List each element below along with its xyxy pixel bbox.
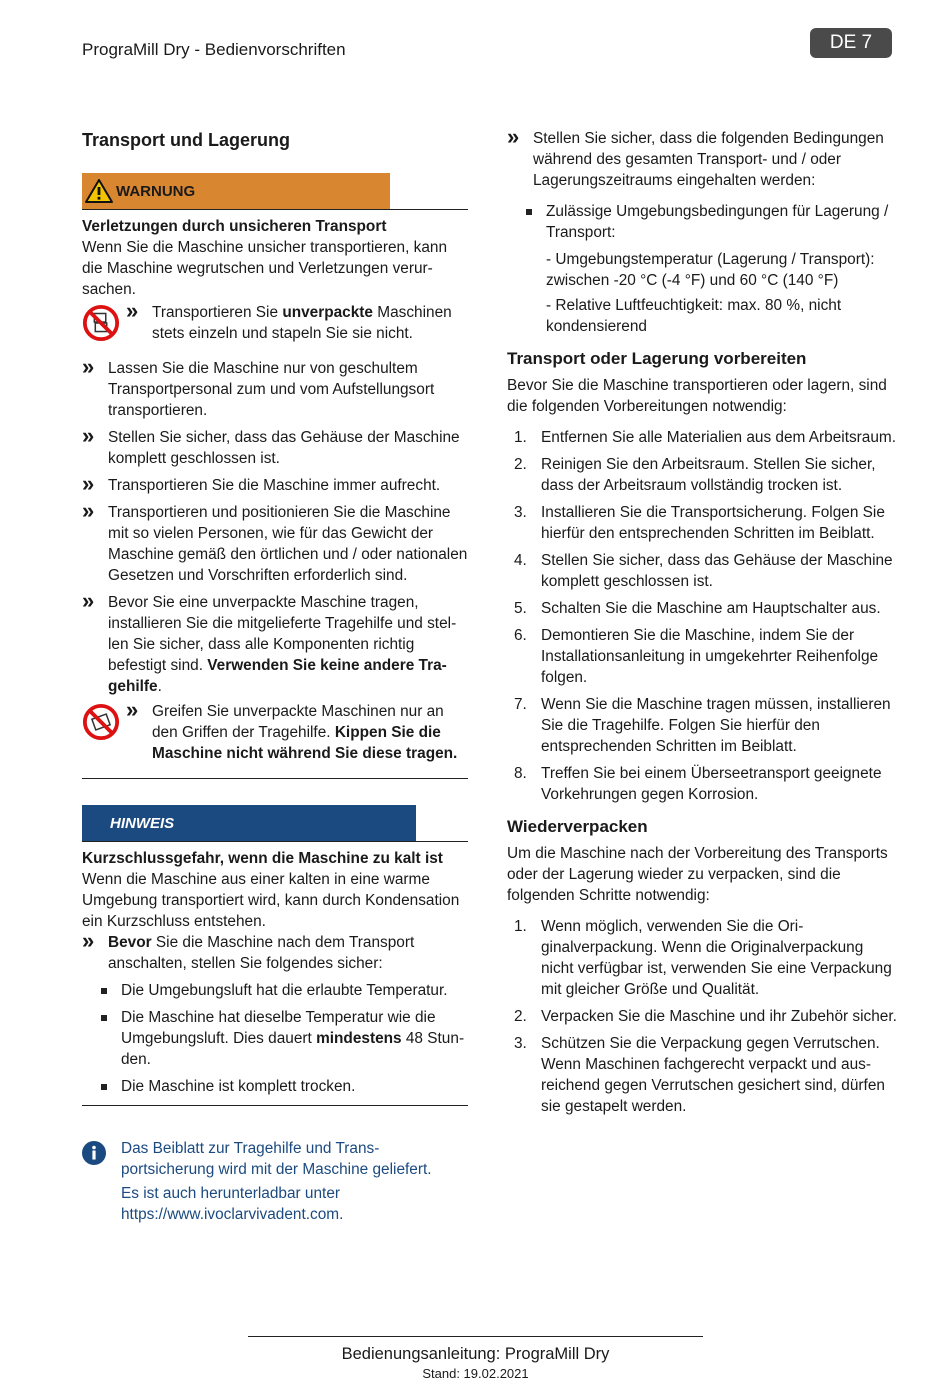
no-tilting-prohibition-icon [82, 703, 120, 741]
step-text: Installieren Sie die Transportsicherung. Folgen Sie hierfür den entsprechenden Schritten im Beiblatt. [541, 504, 885, 542]
bullet-marker [101, 988, 107, 994]
note-item-text: Sie die Maschine nach dem Transport anschalten, stellen Sie folgendes sicher: [108, 934, 415, 972]
step-number: 7. [514, 696, 527, 713]
condition-humidity: - Relative Luftfeuchtigkeit: max. 80 %, nicht kondensierend [546, 297, 842, 335]
step-text: Treffen Sie bei einem Überseetransport geeignete Vorkehrungen gegen Korrosion. [541, 765, 882, 803]
warning-icon-item-1 [82, 298, 468, 344]
section-heading-transport: Transport und Lagerung [82, 130, 291, 150]
repack-step [507, 1006, 899, 1027]
icon-item-1-text: Transportieren Sie [152, 304, 283, 321]
prepare-step [507, 427, 899, 448]
note-bullet-3 [82, 1076, 468, 1097]
bullet-marker [101, 1084, 107, 1090]
note-bullet-2-after: 48 Stunden. [121, 1030, 465, 1068]
note-label: HINWEIS [110, 814, 175, 832]
info-box [82, 1138, 468, 1225]
note-title: Kurzschlussgefahr, wenn die Maschine zu kalt ist [82, 850, 443, 867]
warning-item-4 [82, 498, 468, 586]
prepare-step [507, 598, 899, 619]
left-column [82, 128, 468, 1225]
note-bullet-3-text: Die Maschine ist komplett trocken. [121, 1078, 356, 1095]
step-text: Entfernen Sie alle Materialien aus dem Arbeitsraum. [541, 429, 897, 446]
warning-label: WARNUNG [116, 182, 196, 200]
prepare-steps-list [507, 427, 899, 805]
prepare-step [507, 550, 899, 592]
note-item [82, 928, 468, 974]
step-number: 4. [514, 552, 527, 569]
right-column [507, 124, 899, 1123]
bullet-marker [101, 1015, 107, 1021]
icon-item-2-bold: Kippen Sie die Maschine nicht während Sie diese tragen. [152, 724, 458, 762]
conditions-item [507, 124, 899, 191]
step-text: Verpacken Sie die Maschine und ihr Zubehör sicher. [541, 1008, 897, 1025]
prepare-step [507, 502, 899, 544]
step-number: 1. [514, 918, 527, 935]
step-number: 5. [514, 600, 527, 617]
footer-rule [248, 1336, 703, 1337]
step-text: Reinigen Sie den Arbeitsraum. Stellen Sie sicher, dass der Arbeitsraum vollständig trocken ist. [541, 456, 876, 494]
warning-item-2 [82, 423, 468, 469]
warning-text: Wenn Sie die Maschine unsicher transportieren, kann die Maschine wegrutschen und Verletzungen verursachen. [82, 239, 448, 298]
step-text: Stellen Sie sicher, dass das Gehäuse der Maschine komplett geschlossen ist. [541, 552, 893, 590]
note-bullet-2 [82, 1007, 468, 1070]
warning-item-2-text: Stellen Sie sicher, dass das Gehäuse der Maschine komplett geschlossen ist. [108, 429, 460, 467]
repack-intro: Um die Maschine nach der Vorbereitung des Transports oder der Lagerung wieder zu verpacken, sind die folgenden Schritte notwendig: [507, 845, 888, 904]
prepare-step [507, 454, 899, 496]
prepare-step [507, 625, 899, 688]
repack-step [507, 916, 899, 1000]
footer-date: Stand: 19.02.2021 [422, 1366, 529, 1381]
warning-item-5 [82, 588, 468, 697]
header-title: PrograMill Dry - Bedienvorschriften [82, 40, 346, 59]
conditions-bullet [507, 201, 899, 337]
warning-item-1-text: Lassen Sie die Maschine nur von geschultem Transportpersonal zum und vom Aufstellungsort transportieren. [108, 360, 435, 419]
repack-step [507, 1033, 899, 1117]
step-text: Demontieren Sie die Maschine, indem Sie der Installationsanleitung in umgekehrter Reihenfolge folgen. [541, 627, 879, 686]
note-item-bold: Bevor [108, 934, 152, 951]
condition-temperature: - Umgebungstemperatur (Lagerung / Transport): zwischen -20 °C (-4 °F) und 60 °C (140 °F) [546, 251, 875, 289]
step-number: 3. [514, 1035, 527, 1052]
section-heading-repack: Wiederverpacken [507, 817, 648, 836]
raquo-marker: » [126, 298, 139, 323]
info-text-2: Es ist auch herunterladbar unter https://www.ivoclarvivadent.com. [121, 1185, 344, 1223]
warning-item-3 [82, 471, 468, 496]
bullet-marker [526, 209, 532, 215]
conditions-item-text: Stellen Sie sicher, dass die folgenden Bedingungen während des gesamten Transport- und / oder Lagerungszeitraums eingehalten werden: [533, 130, 884, 189]
warning-item-5-bold: Verwenden Sie keine andere Tragehilfe [108, 657, 447, 695]
step-number: 8. [514, 765, 527, 782]
raquo-marker: » [82, 928, 95, 953]
footer-title: Bedienungsanleitung: PrograMill Dry [341, 1345, 610, 1363]
prepare-step [507, 763, 899, 805]
raquo-marker: » [82, 471, 95, 496]
step-number: 6. [514, 627, 527, 644]
page-number-badge: DE 7 [810, 28, 892, 58]
raquo-marker: » [82, 588, 95, 613]
step-text: Schützen Sie die Verpackung gegen Verrutschen. Wenn Maschinen fachgerecht verpackt und ausreichend gegen Verrutschen gesichert sind, dürfen sie gestapelt werden. [541, 1035, 885, 1115]
repack-steps-list [507, 916, 899, 1117]
raquo-marker: » [507, 124, 520, 149]
warning-item-1 [82, 354, 468, 421]
icon-item-1-after: Maschinen stets einzeln und stapeln Sie sie nicht. [152, 304, 452, 342]
step-text: Schalten Sie die Maschine am Hauptschalter aus. [541, 600, 881, 617]
step-text: Wenn möglich, verwenden Sie die Originalverpackung. Wenn die Originalverpackung nicht verfügbar ist, verwenden Sie eine Verpackung mit gleicher Größe und Qualität. [541, 918, 892, 998]
prepare-step [507, 694, 899, 757]
note-text: Wenn die Maschine aus einer kalten in eine warme Umgebung transportiert wird, kann durch Kondensation ein Kurzschluss entstehen. [82, 871, 460, 930]
section-heading-prepare: Transport oder Lagerung vorbereiten [507, 349, 807, 368]
info-text-1: Das Beiblatt zur Tragehilfe und Transportsicherung wird mit der Maschine geliefert. [121, 1140, 432, 1178]
raquo-marker: » [82, 354, 95, 379]
no-stacking-prohibition-icon [82, 304, 120, 342]
note-bullet-1 [82, 980, 468, 1001]
note-banner [82, 805, 416, 841]
warning-item-5-text: Bevor Sie eine unverpackte Maschine tragen, installieren Sie die mitgelieferte Tragehilfe und stellen Sie sicher, dass alle Komponenten richtig befestigt sind. [108, 594, 457, 674]
warning-item-5-after: . [157, 678, 162, 695]
raquo-marker: » [82, 498, 95, 523]
warning-title: Verletzungen durch unsicheren Transport [82, 218, 387, 235]
step-number: 2. [514, 456, 527, 473]
raquo-marker: » [82, 423, 95, 448]
step-number: 2. [514, 1008, 527, 1025]
icon-item-2-text: Greifen Sie unverpackte Maschinen nur an den Griffen der Tragehilfe. [152, 703, 444, 741]
warning-item-4-text: Transportieren und positionieren Sie die Maschine mit so vielen Personen, wie für das Gewicht der Maschine gemäß den örtlichen und / oder nationalen Gesetzen und Vorschriften erforderlich sind. [108, 504, 468, 584]
step-number: 1. [514, 429, 527, 446]
prepare-intro: Bevor Sie die Maschine transportieren oder lagern, sind die folgenden Vorbereitungen notwendig: [507, 377, 887, 415]
warning-banner [82, 173, 390, 209]
conditions-bullet-text: Zulässige Umgebungsbedingungen für Lagerung / Transport: [546, 203, 889, 241]
note-bullet-1-text: Die Umgebungsluft hat die erlaubte Temperatur. [121, 982, 448, 999]
warning-triangle-icon [84, 178, 114, 204]
step-text: Wenn Sie die Maschine tragen müssen, installieren Sie die Tragehilfe. Folgen Sie hierfür den entsprechenden Schritten im Beiblatt. [541, 696, 891, 755]
note-bullet-2-text: Die Maschine hat dieselbe Temperatur wie die Umgebungsluft. Dies dauert [121, 1009, 436, 1047]
info-icon [82, 1141, 106, 1165]
note-bullet-2-bold: mindestens [316, 1030, 402, 1047]
icon-item-1-bold: unverpackte [282, 304, 373, 321]
warning-icon-item-2 [82, 697, 468, 764]
raquo-marker: » [126, 697, 139, 722]
step-number: 3. [514, 504, 527, 521]
warning-item-3-text: Transportieren Sie die Maschine immer aufrecht. [108, 477, 441, 494]
